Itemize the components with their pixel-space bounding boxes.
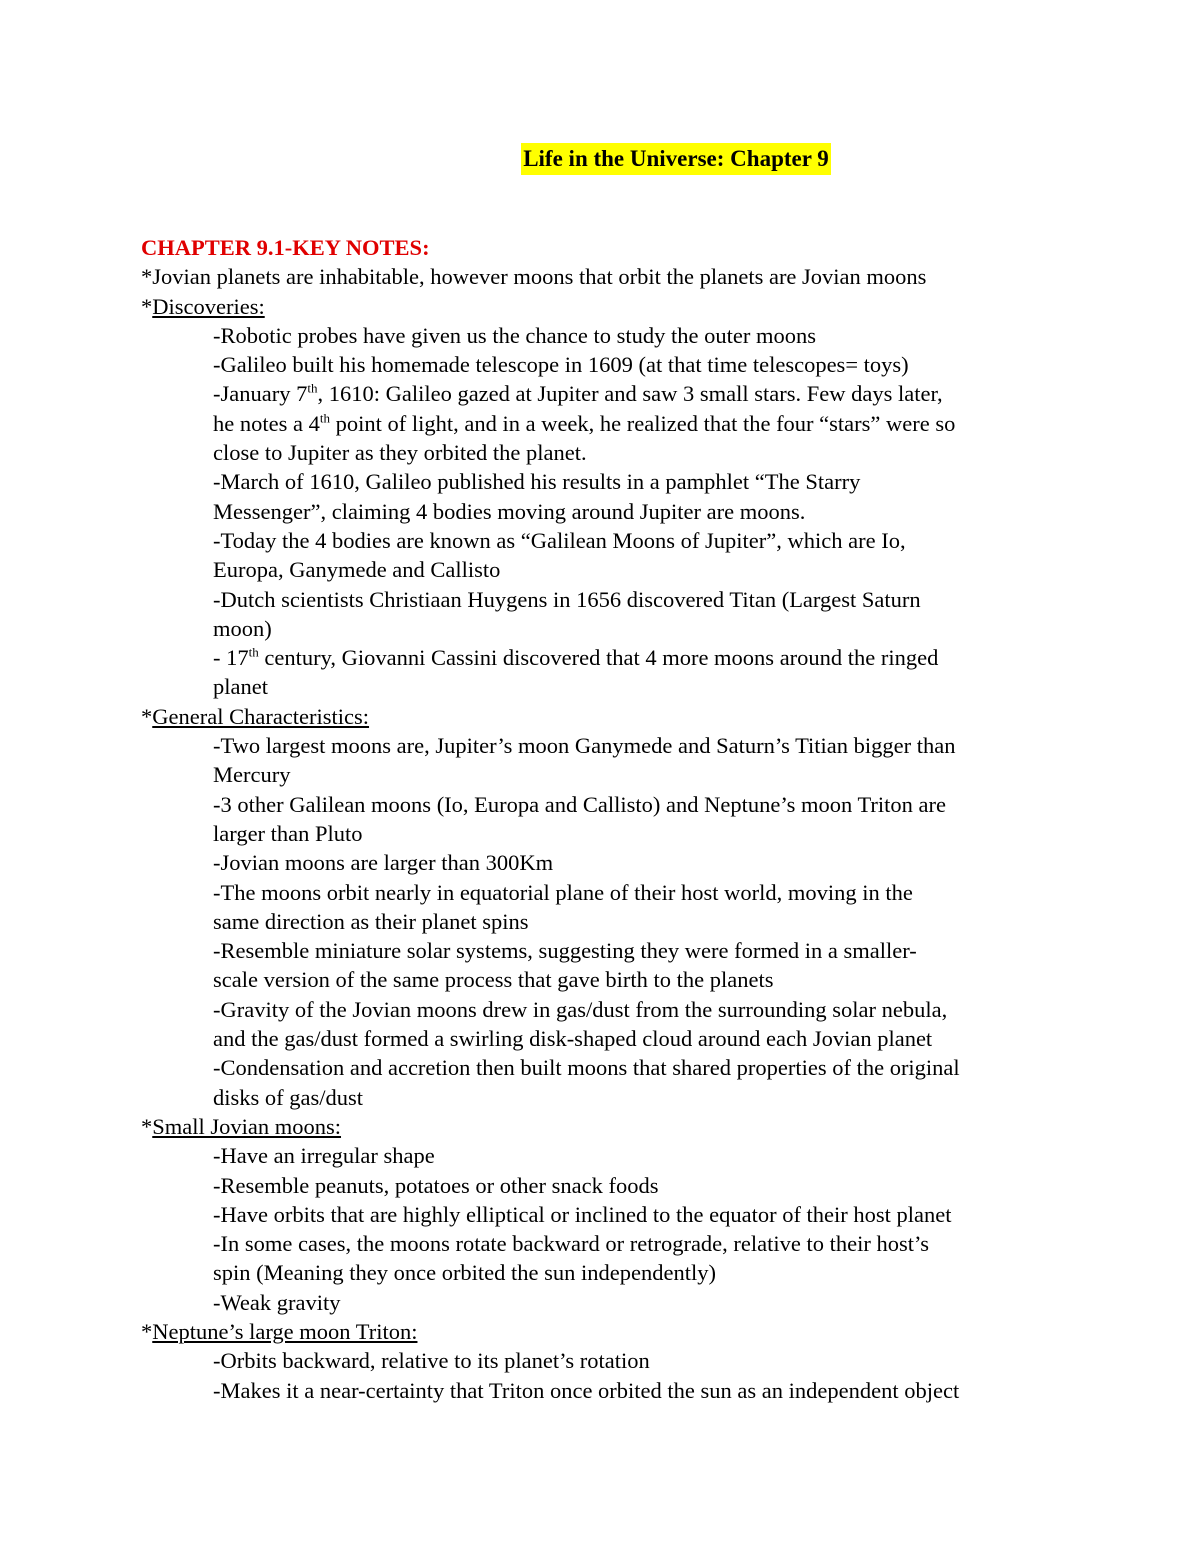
discoveries-line [141,379,1071,408]
title-wrap [0,143,1200,175]
discoveries-line [141,409,1071,438]
general-line: -Gravity of the Jovian moons drew in gas/dust from the surrounding solar nebula, [213,996,948,1022]
general-line: -Two largest moons are, Jupiter’s moon Ganymede and Saturn’s Titian bigger than [213,733,956,759]
discoveries-heading [141,292,1071,321]
discoveries-line: Messenger”, claiming 4 bodies moving around Jupiter are moons. [213,498,806,524]
triton-line: -Makes it a near-certainty that Triton once orbited the sun as an independent object [213,1377,960,1403]
small-moons-line: -Weak gravity [213,1289,341,1315]
small-moons-line: spin (Meaning they once orbited the sun independently) [213,1260,716,1286]
text-part: point of light, and in a week, he realized that the four “stars” were so [329,410,956,436]
general-line: disks of gas/dust [213,1084,364,1110]
small-moons-line: -In some cases, the moons rotate backward or retrograde, relative to their host’s [213,1231,930,1257]
bullet-star: * [141,1113,153,1139]
small-moons-line: -Have an irregular shape [213,1143,435,1169]
bullet-star: * [141,703,153,729]
document-title: Life in the Universe: Chapter 9 [521,143,831,175]
general-line: and the gas/dust formed a swirling disk-shaped cloud around each Jovian planet [213,1026,933,1052]
text-part: , 1610: Galileo gazed at Jupiter and saw 3 small stars. Few days later, [317,381,943,407]
superscript: th [319,410,330,426]
small-moons-line: -Resemble peanuts, potatoes or other snack foods [213,1172,659,1198]
superscript: th [307,380,318,396]
discoveries-label: Discoveries: [152,293,265,319]
triton-label: Neptune’s large moon Triton: [152,1318,418,1344]
text-part: century, Giovanni Cassini discovered that 4 more moons around the ringed [258,645,939,671]
general-line: -3 other Galilean moons (Io, Europa and Callisto) and Neptune’s moon Triton are [213,791,946,817]
discoveries-line: close to Jupiter as they orbited the planet. [213,440,587,466]
triton-line: -Orbits backward, relative to its planet’s rotation [213,1348,650,1374]
general-line: -Resemble miniature solar systems, suggesting they were formed in a smaller- [213,938,917,964]
bullet-star: * [141,1318,153,1344]
discoveries-line: -Today the 4 bodies are known as “Galilean Moons of Jupiter”, which are Io, [213,527,906,553]
discoveries-line: moon) [213,615,272,641]
general-line: -Jovian moons are larger than 300Km [213,850,554,876]
triton-heading [141,1317,1071,1346]
small-moons-heading [141,1112,1071,1141]
general-line: -The moons orbit nearly in equatorial plane of their host world, moving in the [213,879,913,905]
superscript: th [248,644,259,660]
section-heading: CHAPTER 9.1-KEY NOTES: [141,235,430,260]
general-line: Mercury [213,762,291,788]
discoveries-line: planet [213,674,268,700]
general-line: scale version of the same process that gave birth to the planets [213,967,774,993]
document-body [141,233,1071,1405]
discoveries-line: Europa, Ganymede and Callisto [213,557,501,583]
discoveries-line: -March of 1610, Galileo published his results in a pamphlet “The Starry [213,469,861,495]
intro-line: *Jovian planets are inhabitable, however moons that orbit the planets are Jovian moons [141,264,927,290]
bullet-star: * [141,293,153,319]
text-part: - 17 [213,645,249,671]
general-line: -Condensation and accretion then built moons that shared properties of the original [213,1055,960,1081]
discoveries-line [141,643,1071,672]
general-heading [141,702,1071,731]
small-moons-line: -Have orbits that are highly elliptical or inclined to the equator of their host planet [213,1201,952,1227]
discoveries-line: -Robotic probes have given us the chance to study the outer moons [213,322,816,348]
general-line: same direction as their planet spins [213,908,529,934]
discoveries-line: -Dutch scientists Christiaan Huygens in 1656 discovered Titan (Largest Saturn [213,586,921,612]
discoveries-line: -Galileo built his homemade telescope in 1609 (at that time telescopes= toys) [213,352,909,378]
general-line: larger than Pluto [213,820,363,846]
general-label: General Characteristics: [152,703,370,729]
text-part: he notes a 4 [213,410,320,436]
small-moons-label: Small Jovian moons: [152,1113,342,1139]
text-part: -January 7 [213,381,308,407]
